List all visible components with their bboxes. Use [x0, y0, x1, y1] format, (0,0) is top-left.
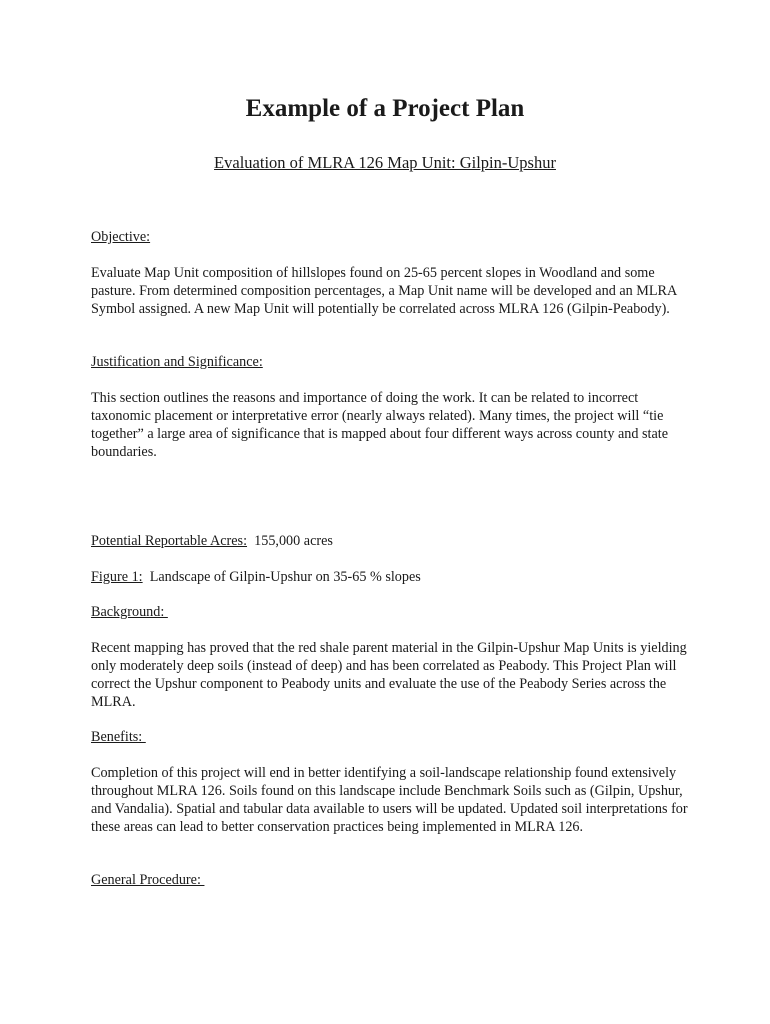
benefits-text: Completion of this project will end in better identifying a soil-landscape relationship found extensively throughout MLRA 126. Soils found on this landscape include Benchmark Soils such as (Gilpin, Upshur, and Vandalia). Spatial and tabular data available to users will be updated. Updated soil interpretations for these areas can lead to better conservation practices being implemented in MLRA 126.: [91, 765, 688, 835]
background-heading: Background:: [91, 604, 168, 620]
document-title: Example of a Project Plan: [245, 95, 525, 122]
figure-label: Figure 1:: [91, 569, 143, 585]
acres-value: 155,000 acres: [254, 533, 333, 549]
document-subtitle: Evaluation of MLRA 126 Map Unit: Gilpin-Upshur: [214, 153, 556, 172]
acres-label: Potential Reportable Acres:: [91, 533, 248, 549]
acres-line: [91, 532, 691, 550]
justification-heading: Justification and Significance:: [91, 354, 263, 370]
background-text: Recent mapping has proved that the red shale parent material in the Gilpin-Upshur Map Units is yielding only moderately deep soils (instead of deep) and has been correlated as Peabody. This Project Plan will correct the Upshur component to Peabody units and evaluate the use of the Peabody Series across the MLRA.: [91, 640, 687, 710]
figure-line: [91, 568, 691, 586]
benefits-heading: Benefits:: [91, 729, 146, 745]
procedure-heading: General Procedure:: [91, 872, 205, 888]
justification-text: This section outlines the reasons and importance of doing the work. It can be related to incorrect taxonomic placement or interpretative error (nearly always related). Many times, the project will “tie together” a large area of significance that is mapped about four different ways across county and state boundaries.: [91, 390, 668, 460]
objective-heading: Objective:: [91, 229, 151, 245]
figure-caption: Landscape of Gilpin-Upshur on 35-65 % slopes: [149, 569, 421, 585]
objective-text: Evaluate Map Unit composition of hillslopes found on 25-65 percent slopes in Woodland and some pasture. From determined composition percentages, a Map Unit name will be developed and an MLRA Symbol assigned. A new Map Unit will potentially be correlated across MLRA 126 (Gilpin-Peabody).: [91, 265, 677, 317]
